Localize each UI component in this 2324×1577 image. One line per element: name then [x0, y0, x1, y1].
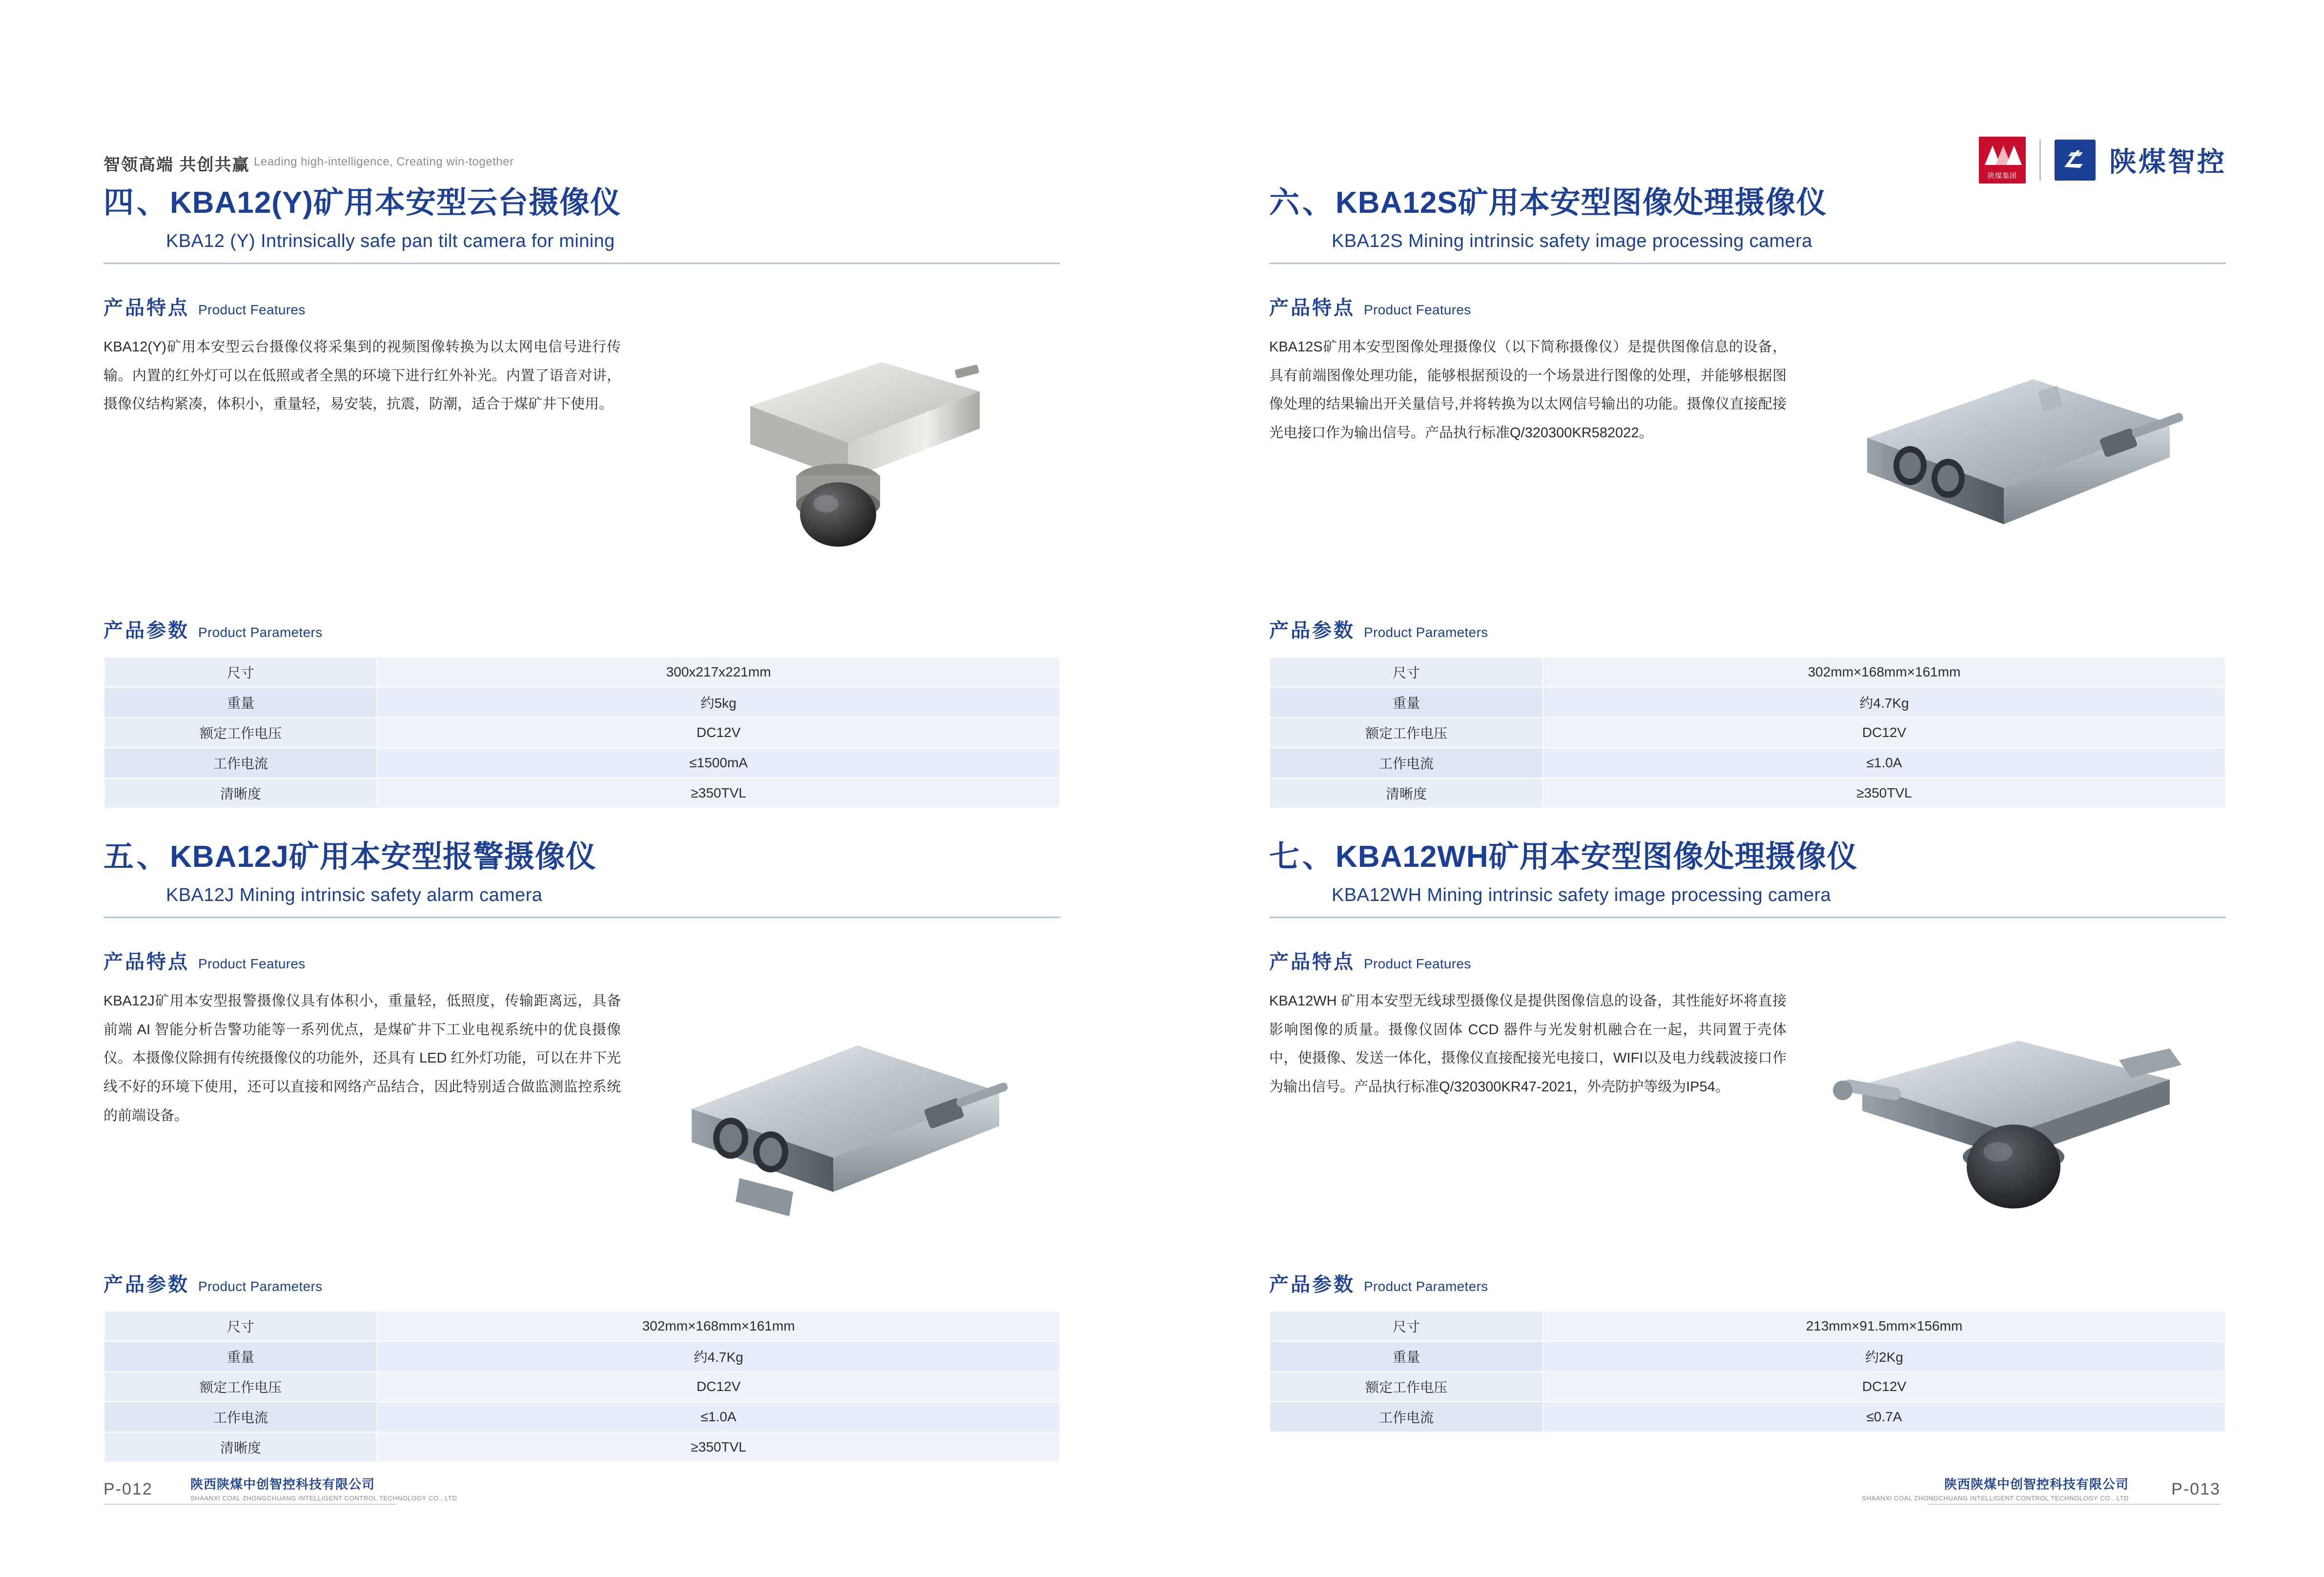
features-body: KBA12WH 矿用本安型无线球型摄像仪是提供图像信息的设备，其性能好坏将直接影响图像的质量。摄像仪固体 CCD 器件与光发射机融合在一起，共同置于壳体中，使摄像、发送一体化，摄像仪直接配接光电接口，WIFI以及电力线载波接口作为输出信号。产品执行标准Q/320300KR47-2021，外壳防护等级为IP54。 — [1269, 993, 1787, 1095]
param-label: 额定工作电压 — [1270, 1372, 1543, 1402]
footer-company-cn: 陕西陕煤中创智控科技有限公司 — [190, 1477, 375, 1492]
param-value: DC12V — [377, 717, 1060, 748]
param-label: 重量 — [104, 1341, 377, 1372]
params-heading — [1269, 615, 2226, 643]
param-label: 清晰度 — [104, 778, 377, 808]
param-label: 工作电流 — [1270, 1402, 1543, 1432]
table-row — [1270, 657, 2225, 687]
param-value: DC12V — [1543, 717, 2225, 748]
table-row — [1270, 1372, 2225, 1402]
params-heading-cn: 产品参数 — [103, 1274, 189, 1296]
table-row — [1270, 717, 2225, 748]
section-kba12y — [103, 185, 1060, 809]
features-heading — [1269, 292, 2226, 320]
footer-company-cn: 陕西陕煤中创智控科技有限公司 — [1944, 1477, 2129, 1492]
param-label: 工作电流 — [104, 1402, 377, 1432]
section-title-en: KBA12 (Y) Intrinsically safe pan tilt camera for mining — [166, 231, 615, 252]
param-value: ≥350TVL — [1543, 778, 2225, 808]
param-label: 额定工作电压 — [104, 1372, 377, 1402]
table-row — [1270, 1341, 2225, 1372]
param-label: 重量 — [1270, 687, 1543, 717]
table-row — [104, 1311, 1060, 1341]
params-heading-cn: 产品参数 — [1269, 620, 1355, 642]
param-value: 约5kg — [377, 687, 1060, 717]
section-number: 七、 — [1269, 840, 1336, 874]
section-number: 四、 — [103, 186, 170, 220]
table-row — [1270, 748, 2225, 778]
param-label: 清晰度 — [1270, 778, 1543, 808]
logo-group-label: 陕煤集团 — [1988, 172, 2017, 180]
table-row — [104, 1341, 1060, 1372]
footer-company-left — [190, 1475, 457, 1502]
features-body: KBA12S矿用本安型图像处理摄像仪（以下简称摄像仪）是提供图像信息的设备，具有前端图像处理功能，能够根据预设的一个场景进行图像的处理，并能够根据图像处理的结果输出开关量信号,并将转换为以太网信号输出的功能。摄像仪直接配接光电接口作为输出信号。产品执行标准Q/320300KR582022。 — [1269, 339, 1787, 441]
section-title-en: KBA12WH Mining intrinsic safety image processing camera — [1332, 885, 1831, 906]
logo-wordmark: 陕煤智控 — [2109, 146, 2226, 177]
param-label: 尺寸 — [104, 1311, 377, 1341]
section-number: 六、 — [1269, 186, 1336, 220]
params-heading-en: Product Parameters — [1364, 625, 1488, 640]
param-label: 清晰度 — [104, 1432, 377, 1462]
params-table — [103, 656, 1060, 809]
section-title-text: KBA12(Y)矿用本安型云台摄像仪 — [170, 186, 621, 220]
param-value: 约2Kg — [1543, 1341, 2225, 1372]
param-label: 额定工作电压 — [1270, 717, 1543, 748]
footer-company-right — [1862, 1475, 2129, 1502]
params-heading-cn: 产品参数 — [103, 620, 189, 642]
section-title-cn — [103, 840, 1060, 874]
param-value: 约4.7Kg — [377, 1341, 1060, 1372]
slogan-chinese: 智领高端 共创共赢 — [103, 156, 250, 174]
param-label: 工作电流 — [104, 748, 377, 778]
section-kba12wh — [1269, 840, 2226, 1433]
param-value: 300x217x221mm — [377, 657, 1060, 687]
features-body: KBA12(Y)矿用本安型云台摄像仪将采集到的视频图像转换为以太网电信号进行传输。内置的红外灯可以在低照或者全黑的环境下进行红外补光。内置了语音对讲，摄像仪结构紧凑，体积小，重量轻，易安装，抗震，防潮，适合于煤矿井下使用。 — [103, 339, 621, 412]
param-value: 约4.7Kg — [1543, 687, 2225, 717]
section-title-en: KBA12J Mining intrinsic safety alarm camera — [166, 885, 543, 906]
features-heading-cn: 产品特点 — [1269, 297, 1355, 319]
section-title-en: KBA12S Mining intrinsic safety image processing camera — [1332, 231, 1812, 252]
logo-divider — [2039, 140, 2041, 181]
section-title-cn — [103, 185, 1060, 220]
title-divider — [1269, 917, 2226, 918]
brand-logo — [1979, 137, 2226, 184]
features-body: KBA12J矿用本安型报警摄像仪具有体积小，重量轻，低照度，传输距离远，具备前端 AI 智能分析告警功能等一系列优点，是煤矿井下工业电视系统中的优良摄像仪。本摄像仪除拥有传统摄像仪的功能外，还具有 LED 红外灯功能，可以在井下光线不好的环境下使用，还可以直接和网络产品结合，因此特别适合做监测监控系统的前端设备。 — [103, 993, 621, 1124]
footer-divider-right — [1928, 1504, 2221, 1505]
features-heading — [103, 946, 1060, 974]
params-heading-cn: 产品参数 — [1269, 1274, 1355, 1296]
section-title-cn — [1269, 185, 2226, 220]
params-heading-en: Product Parameters — [198, 1279, 323, 1294]
section-title-text: KBA12S矿用本安型图像处理摄像仪 — [1336, 186, 1827, 220]
footer-company-en: SHAANXI COAL ZHONGCHUANG INTELLIGENT CONTROL TECHNOLOGY CO., LTD — [190, 1495, 457, 1502]
features-heading — [1269, 946, 2226, 974]
image-processing-camera-photo — [1801, 333, 2226, 587]
params-table — [103, 1311, 1060, 1463]
title-divider — [1269, 263, 2226, 264]
slogan-english: Leading high-intelligence, Creating win-together — [254, 155, 514, 168]
page-number-left: P-012 — [103, 1480, 153, 1498]
footer-company-en: SHAANXI COAL ZHONGCHUANG INTELLIGENT CONTROL TECHNOLOGY CO., LTD — [1862, 1495, 2129, 1502]
param-value: 302mm×168mm×161mm — [377, 1311, 1060, 1341]
param-value: 302mm×168mm×161mm — [1543, 657, 2225, 687]
param-label: 额定工作电压 — [104, 717, 377, 748]
pan-tilt-camera-photo — [636, 333, 1060, 587]
param-value: 213mm×91.5mm×156mm — [1543, 1311, 2225, 1341]
params-heading — [103, 615, 1060, 643]
features-heading — [103, 292, 1060, 320]
param-value: ≥350TVL — [377, 1432, 1060, 1462]
params-table — [1269, 656, 2226, 809]
features-heading-en: Product Features — [1364, 302, 1471, 318]
features-heading-en: Product Features — [1364, 956, 1471, 972]
param-value: DC12V — [377, 1372, 1060, 1402]
param-label: 重量 — [104, 687, 377, 717]
section-kba12s — [1269, 185, 2226, 809]
features-heading-cn: 产品特点 — [103, 297, 189, 319]
page-number-right: P-013 — [2171, 1480, 2221, 1498]
page-footer — [0, 1477, 2324, 1518]
table-row — [104, 778, 1060, 808]
footer-divider-left — [103, 1504, 396, 1505]
param-value: ≥350TVL — [377, 778, 1060, 808]
param-label: 重量 — [1270, 1341, 1543, 1372]
table-row — [104, 657, 1060, 687]
param-value: ≤1.0A — [377, 1402, 1060, 1432]
params-heading-en: Product Parameters — [198, 625, 323, 640]
param-label: 尺寸 — [1270, 1311, 1543, 1341]
alarm-camera-photo — [636, 987, 1060, 1241]
section-kba12j — [103, 840, 1060, 1463]
params-table — [1269, 1311, 2226, 1433]
table-row — [104, 1402, 1060, 1432]
table-row — [104, 717, 1060, 748]
table-row — [1270, 687, 2225, 717]
param-value: DC12V — [1543, 1372, 2225, 1402]
params-heading — [1269, 1269, 2226, 1297]
param-value: ≤0.7A — [1543, 1402, 2225, 1432]
table-row — [104, 1432, 1060, 1462]
table-row — [1270, 1402, 2225, 1432]
params-heading-en: Product Parameters — [1364, 1279, 1488, 1294]
param-label: 尺寸 — [104, 657, 377, 687]
param-label: 尺寸 — [1270, 657, 1543, 687]
table-row — [1270, 1311, 2225, 1341]
table-row — [1270, 778, 2225, 808]
features-heading-en: Product Features — [198, 956, 306, 972]
section-title-cn — [1269, 840, 2226, 874]
table-row — [104, 687, 1060, 717]
section-title-text: KBA12WH矿用本安型图像处理摄像仪 — [1336, 840, 1858, 874]
page-header — [0, 73, 2324, 180]
table-row — [104, 748, 1060, 778]
param-label: 工作电流 — [1270, 748, 1543, 778]
section-title-text: KBA12J矿用本安型报警摄像仪 — [170, 840, 596, 874]
section-number: 五、 — [103, 840, 170, 874]
shaanxi-coal-group-logo-icon — [1979, 137, 2026, 184]
params-heading — [103, 1269, 1060, 1297]
table-row — [104, 1372, 1060, 1402]
param-value: ≤1.0A — [1543, 748, 2225, 778]
features-heading-en: Product Features — [198, 302, 306, 318]
features-heading-cn: 产品特点 — [103, 951, 189, 973]
param-value: ≤1500mA — [377, 748, 1060, 778]
title-divider — [103, 917, 1060, 918]
title-divider — [103, 263, 1060, 264]
wireless-dome-camera-photo — [1801, 987, 2226, 1241]
shaanmei-zhikong-mark-icon — [2055, 140, 2096, 181]
features-heading-cn: 产品特点 — [1269, 951, 1355, 973]
